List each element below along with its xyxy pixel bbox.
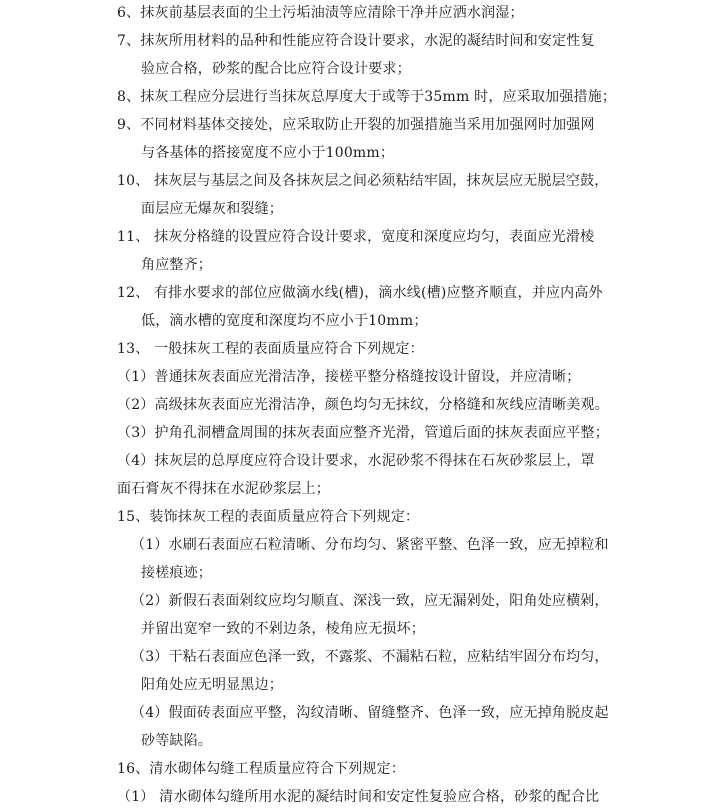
text-line: 15、装饰抹灰工程的表面质量应符合下列规定：: [117, 509, 420, 525]
text-line: （2）新假石表面剁纹应均匀顺直、深浅一致，应无漏剁处，阳角处应横剁，: [131, 593, 609, 609]
text-line: 阳角处应无明显黑边；: [141, 677, 283, 693]
text-line: 面层应无爆灰和裂缝；: [141, 201, 283, 217]
text-line: 13、 一般抹灰工程的表面质量应符合下列规定：: [117, 341, 424, 357]
text-line: 8、抹灰工程应分层进行当抹灰总厚度大于或等于35mm 时，应采取加强措施；: [117, 89, 617, 105]
text-line: 11、 抹灰分格缝的设置应符合设计要求，宽度和深度应均匀，表面应光滑棱: [117, 229, 595, 245]
text-line: 9、不同材料基体交接处，应采取防止开裂的加强措施当采用加强网时加强网: [117, 117, 595, 133]
text-line: 10、 抹灰层与基层之间及各抹灰层之间必须粘结牢固，抹灰层应无脱层空鼓，: [117, 173, 609, 189]
text-line: （2）高级抹灰表面应光滑洁净，颜色均匀无抹纹，分格缝和灰线应清晰美观。: [117, 397, 609, 413]
text-line: （3）护角孔洞槽盒周围的抹灰表面应整齐光滑，管道后面的抹灰表面应平整；: [117, 425, 609, 441]
text-line: 16、清水砌体勾缝工程质量应符合下列规定：: [117, 761, 406, 777]
text-line: 12、 有排水要求的部位应做滴水线(槽)，滴水线(槽)应整齐顺直，并应内高外: [117, 285, 603, 301]
text-line: 砂等缺陷。: [141, 733, 212, 749]
text-line: 与各基体的搭接宽度不应小于100mm；: [141, 145, 395, 161]
text-line: 7、抹灰所用材料的品种和性能应符合设计要求，水泥的凝结时间和安定性复: [117, 33, 595, 49]
text-line: （1） 清水砌体勾缝所用水泥的凝结时间和安定性复验应合格，砂浆的配合比: [117, 789, 600, 805]
text-line: 并留出宽窄一致的不剁边条，棱角应无损坏；: [141, 621, 425, 637]
text-line: （4）抹灰层的总厚度应符合设计要求，水泥砂浆不得抹在石灰砂浆层上，罩: [117, 453, 595, 469]
text-line: 验应合格，砂浆的配合比应符合设计要求；: [141, 61, 411, 77]
text-line: （3）干粘石表面应色泽一致，不露浆、不漏粘石粒，应粘结牢固分布均匀，: [131, 649, 609, 665]
text-line: 6、抹灰前基层表面的尘土污垢油渍等应清除干净并应洒水润湿；: [117, 5, 524, 21]
text-line: （1）普通抹灰表面应光滑洁净，接槎平整分格缝按设计留设，并应清晰；: [117, 369, 581, 385]
text-line: 低，滴水槽的宽度和深度均不应小于10mm；: [141, 313, 428, 329]
text-line: 接槎痕迹；: [141, 565, 212, 581]
text-line: （1）水刷石表面应石粒清晰、分布均匀、紧密平整、色泽一致，应无掉粒和: [131, 537, 609, 553]
text-line: （4）假面砖表面应平整，沟纹清晰、留缝整齐、色泽一致，应无掉角脱皮起: [131, 705, 609, 721]
text-line: 角应整齐；: [141, 257, 212, 273]
text-line: 面石膏灰不得抹在水泥砂浆层上；: [117, 481, 330, 497]
